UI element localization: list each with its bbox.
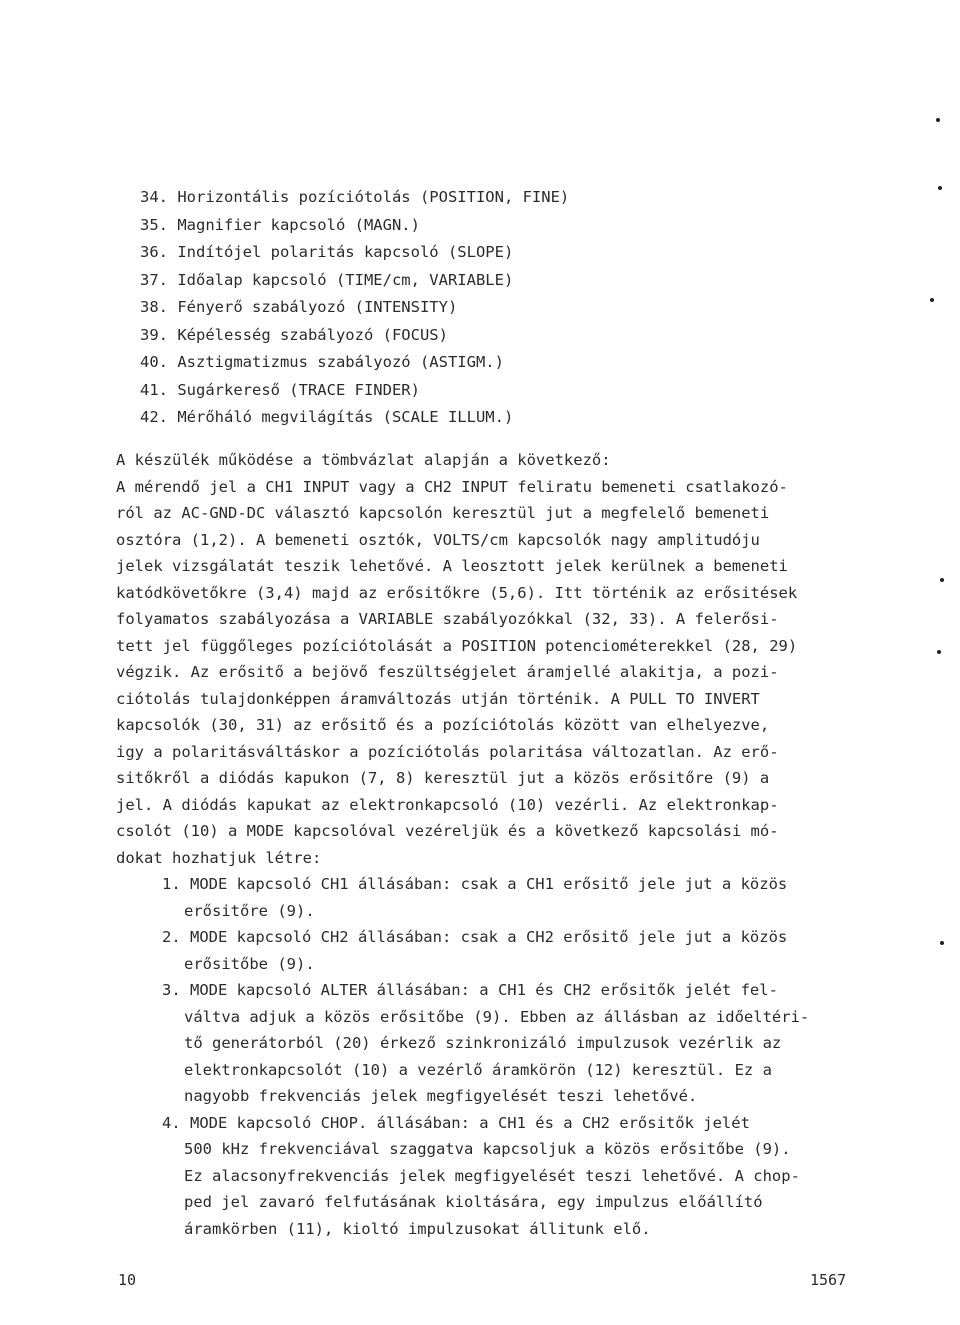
mode-list-line: 500 kHz frekvenciával szaggatva kapcsoljuk a közös erősitőbe (9). xyxy=(184,1140,791,1158)
body-line: A készülék működése a tömbvázlat alapján a következő: xyxy=(116,451,611,469)
mode-list-line: 2. MODE kapcsoló CH2 állásában: csak a CH2 erősitő jele jut a közös xyxy=(162,928,788,946)
mode-list-line: váltva adjuk a közös erősitőbe (9). Ebben az állásban az időeltéri- xyxy=(184,1007,810,1026)
page-number-right: 1567 xyxy=(810,1271,847,1289)
mode-list-line: 3. MODE kapcsoló ALTER állásában: a CH1 és CH2 erősitők jelét fel- xyxy=(162,981,778,999)
mode-list-line: nagyobb frekvenciás jelek megfigyelését teszi lehetővé. xyxy=(184,1087,698,1105)
list-item: 39. Képélesség szabályozó (FOCUS) xyxy=(140,325,448,344)
page-number-left: 10 xyxy=(118,1271,137,1289)
body-line: igy a polaritásváltáskor a pozíciótolás polaritása változatlan. Az erő- xyxy=(116,742,779,761)
scan-speck xyxy=(940,941,944,945)
mode-list-line: tő generátorból (20) érkező szinkronizáló impulzusok vezérlik az xyxy=(184,1034,782,1052)
mode-list-line: erősitőre (9). xyxy=(184,901,315,920)
body-line: kapcsolók (30, 31) az erősitő és a pozíciótolás között van elhelyezve, xyxy=(116,716,770,734)
scan-speck xyxy=(938,186,942,190)
mode-list-line: Ez alacsonyfrekvenciás jelek megfigyelését teszi lehetővé. A chop- xyxy=(184,1166,800,1185)
mode-list-line: 1. MODE kapcsoló CH1 állásában: csak a CH1 erősitő jele jut a közös xyxy=(162,875,788,893)
list-item: 34. Horizontális pozíciótolás (POSITION, FINE) xyxy=(140,188,570,206)
list-item: 37. Időalap kapcsoló (TIME/cm, VARIABLE) xyxy=(140,270,514,289)
body-line: osztóra (1,2). A bemeneti osztók, VOLTS/cm kapcsolók nagy amplitudóju xyxy=(116,530,760,549)
list-item: 38. Fényerő szabályozó (INTENSITY) xyxy=(140,298,458,316)
list-item: 35. Magnifier kapcsoló (MAGN.) xyxy=(140,215,420,234)
mode-list-line: 4. MODE kapcsoló CHOP. állásában: a CH1 és a CH2 erősitők jelét xyxy=(162,1113,750,1132)
scan-speck xyxy=(940,578,944,582)
component-list xyxy=(140,184,840,432)
mode-list-line: erősitőbe (9). xyxy=(184,954,315,973)
mode-list-line: áramkörben (11), kioltó impulzusokat állitunk elő. xyxy=(184,1219,651,1238)
mode-list xyxy=(116,871,896,1242)
body-line: csolót (10) a MODE kapcsolóval vezéreljük és a következő kapcsolási mó- xyxy=(116,822,779,840)
body-line: tett jel függőleges pozíciótolását a POSITION potenciométerekkel (28, 29) xyxy=(116,636,798,655)
body-line: sitőkről a diódás kapukon (7, 8) keresztül jut a közös erősitőre (9) a xyxy=(116,769,770,787)
body-line: katódkövetőkre (3,4) majd az erősitőkre (5,6). Itt történik az erősitések xyxy=(116,583,798,602)
mode-list-line: elektronkapcsolót (10) a vezérlő áramkörön (12) keresztül. Ez a xyxy=(184,1060,772,1079)
list-item: 40. Asztigmatizmus szabályozó (ASTIGM.) xyxy=(140,353,504,371)
scan-speck xyxy=(937,650,941,654)
body-line: ciótolás tulajdonképpen áramváltozás utján történik. A PULL TO INVERT xyxy=(116,689,760,708)
mode-list-line: ped jel zavaró felfutásának kioltására, egy impulzus előállító xyxy=(184,1193,763,1211)
body-text xyxy=(116,447,896,1242)
body-line: jel. A diódás kapukat az elektronkapcsoló (10) vezérli. Az elektronkap- xyxy=(116,795,779,814)
body-line: végzik. Az erősitő a bejövő feszültségjelet áramjellé alakitja, a pozi- xyxy=(116,663,779,681)
scan-speck xyxy=(930,298,934,302)
body-line: folyamatos szabályozása a VARIABLE szabályozókkal (32, 33). A felerősi- xyxy=(116,610,779,628)
body-line: ról az AC-GND-DC választó kapcsolón keresztül jut a megfelelő bemeneti xyxy=(116,504,770,522)
list-item: 41. Sugárkereső (TRACE FINDER) xyxy=(140,380,420,399)
body-line: jelek vizsgálatát teszik lehetővé. A leosztott jelek kerülnek a bemeneti xyxy=(116,557,788,575)
list-item: 42. Mérőháló megvilágítás (SCALE ILLUM.) xyxy=(140,408,514,426)
body-line: dokat hozhatjuk létre: xyxy=(116,848,322,867)
list-item: 36. Indítójel polaritás kapcsoló (SLOPE) xyxy=(140,243,514,261)
body-line: A mérendő jel a CH1 INPUT vagy a CH2 INPUT feliratu bemeneti csatlakozó- xyxy=(116,477,788,496)
scan-speck xyxy=(936,118,940,122)
